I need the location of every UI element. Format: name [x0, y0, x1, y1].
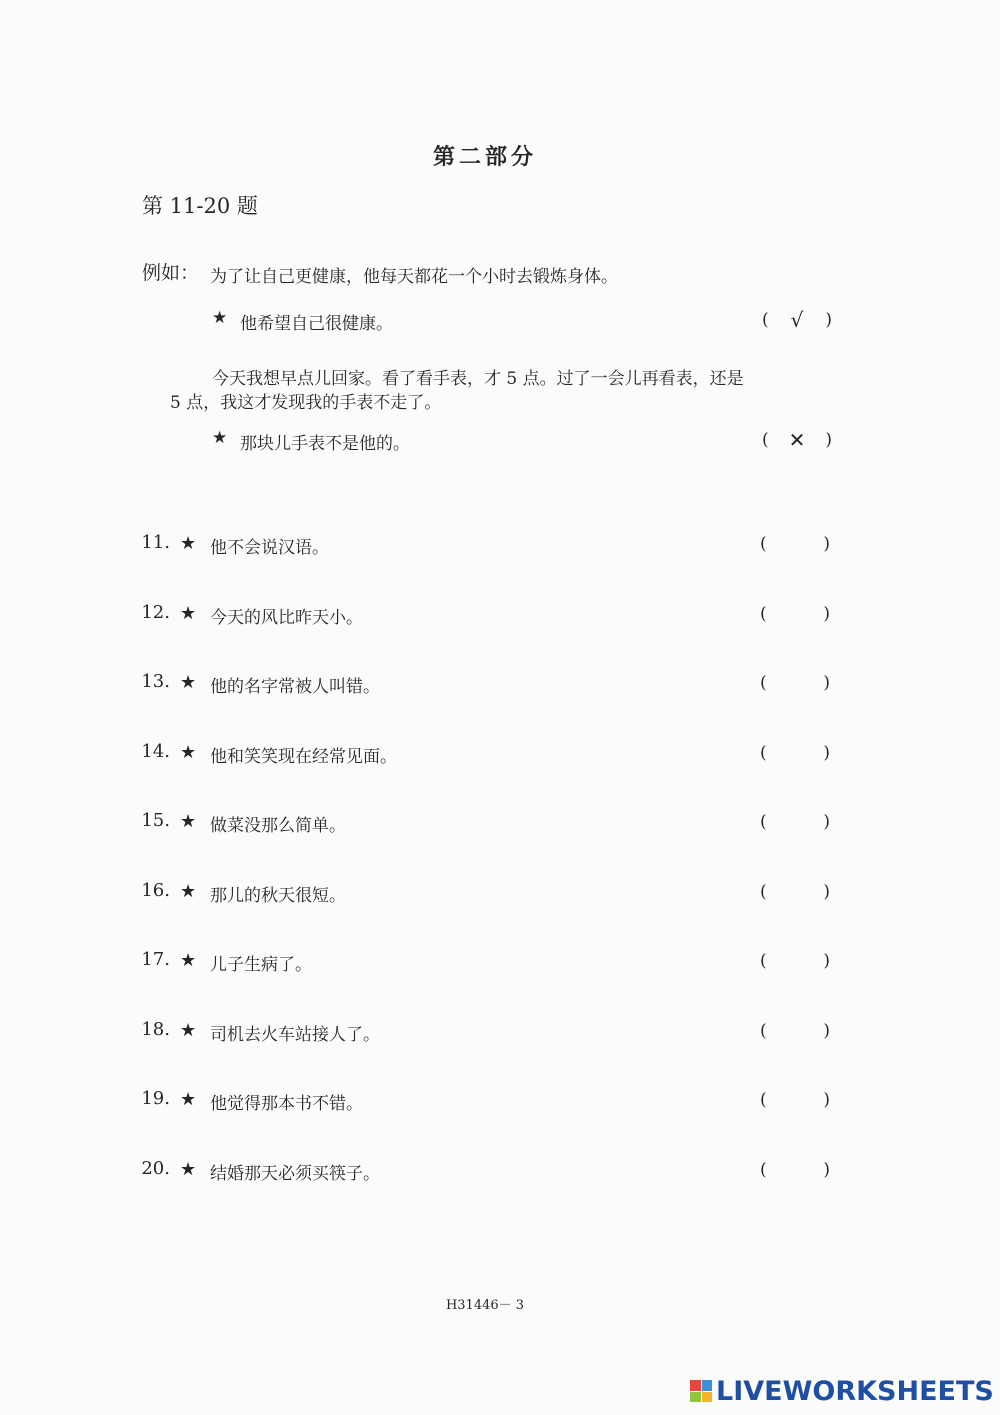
example-answer-2: [762, 428, 832, 452]
liveworksheets-logo: [690, 1376, 994, 1406]
paren-open: (: [760, 882, 767, 902]
answer-input-20[interactable]: [775, 1159, 819, 1183]
question-range: 第 11-20 题: [142, 194, 258, 218]
question-statement: 他不会说汉语。: [210, 538, 329, 558]
example-statement-1: 他希望自己很健康。: [240, 314, 393, 334]
paren-open: (: [760, 604, 767, 624]
paren-open: (: [760, 673, 767, 693]
example-sentence-2-line-1: 今天我想早点儿回家。看了看手表，才 5 点。过了一会儿再看表，还是: [212, 369, 744, 389]
star-icon: ★: [212, 428, 228, 448]
logo-text: LIVEWORKSHEETS: [716, 1375, 994, 1407]
question-number: 13.: [141, 671, 170, 692]
paren-close: ): [823, 812, 830, 832]
question-number: 16.: [141, 880, 170, 901]
paren-open: (: [760, 1160, 767, 1180]
answer-input-18[interactable]: [775, 1020, 819, 1044]
paren-close: ): [823, 604, 830, 624]
question-statement: 今天的风比昨天小。: [210, 608, 363, 628]
question-statement: 他和笑笑现在经常见面。: [210, 747, 397, 767]
cross-icon: ✕: [788, 428, 806, 452]
paren-open: (: [760, 812, 767, 832]
paren-close: ): [823, 743, 830, 763]
star-icon: ★: [212, 308, 228, 328]
check-icon: √: [790, 308, 804, 332]
answer-input-16[interactable]: [775, 881, 819, 905]
question-statement: 他觉得那本书不错。: [210, 1094, 363, 1114]
paren-close: ): [823, 1090, 830, 1110]
question-number: 14.: [141, 741, 170, 762]
star-icon: ★: [180, 950, 197, 971]
question-statement: 儿子生病了。: [210, 955, 312, 975]
star-icon: ★: [180, 1020, 197, 1041]
answer-input-15[interactable]: [775, 811, 819, 835]
paren-open: (: [760, 1021, 767, 1041]
paren-open: (: [760, 534, 767, 554]
paren-open: (: [760, 743, 767, 763]
star-icon: ★: [180, 533, 197, 554]
example-answer-1: [762, 308, 832, 332]
question-number: 12.: [141, 602, 170, 623]
answer-input-11[interactable]: [775, 533, 819, 557]
question-number: 11.: [141, 532, 170, 553]
example-sentence-2-line-2: 5 点，我这才发现我的手表不走了。: [170, 393, 442, 413]
paren-close: ): [823, 1021, 830, 1041]
star-icon: ★: [180, 881, 197, 902]
star-icon: ★: [180, 672, 197, 693]
question-number: 20.: [141, 1158, 170, 1179]
paren-close: ): [823, 1160, 830, 1180]
logo-badge-icon: [690, 1380, 712, 1402]
paren-close: ): [825, 310, 832, 330]
paren-open: (: [762, 310, 769, 330]
question-number: 17.: [141, 949, 170, 970]
question-statement: 司机去火车站接人了。: [210, 1025, 380, 1045]
page-footer: H31446－ 3: [445, 1298, 525, 1313]
paren-close: ): [823, 534, 830, 554]
paren-open: (: [760, 1090, 767, 1110]
star-icon: ★: [180, 742, 197, 763]
question-statement: 做菜没那么简单。: [210, 816, 346, 836]
example-sentence-1: 为了让自己更健康，他每天都花一个小时去锻炼身体。: [210, 267, 618, 287]
paren-open: (: [762, 430, 769, 450]
star-icon: ★: [180, 811, 197, 832]
paren-close: ): [823, 673, 830, 693]
question-statement: 那儿的秋天很短。: [210, 886, 346, 906]
answer-input-17[interactable]: [775, 950, 819, 974]
question-statement: 他的名字常被人叫错。: [210, 677, 380, 697]
example-statement-2: 那块儿手表不是他的。: [240, 434, 410, 454]
question-number: 19.: [141, 1088, 170, 1109]
answer-input-13[interactable]: [775, 672, 819, 696]
question-statement: 结婚那天必须买筷子。: [210, 1164, 380, 1184]
answer-input-19[interactable]: [775, 1089, 819, 1113]
question-number: 18.: [141, 1019, 170, 1040]
star-icon: ★: [180, 1159, 197, 1180]
question-number: 15.: [141, 810, 170, 831]
answer-input-12[interactable]: [775, 603, 819, 627]
example-label: 例如：: [142, 262, 200, 284]
paren-close: ): [823, 882, 830, 902]
paren-close: ): [825, 430, 832, 450]
star-icon: ★: [180, 603, 197, 624]
paren-close: ): [823, 951, 830, 971]
section-title: 第二部分: [432, 144, 537, 170]
answer-input-14[interactable]: [775, 742, 819, 766]
paren-open: (: [760, 951, 767, 971]
star-icon: ★: [180, 1089, 197, 1110]
